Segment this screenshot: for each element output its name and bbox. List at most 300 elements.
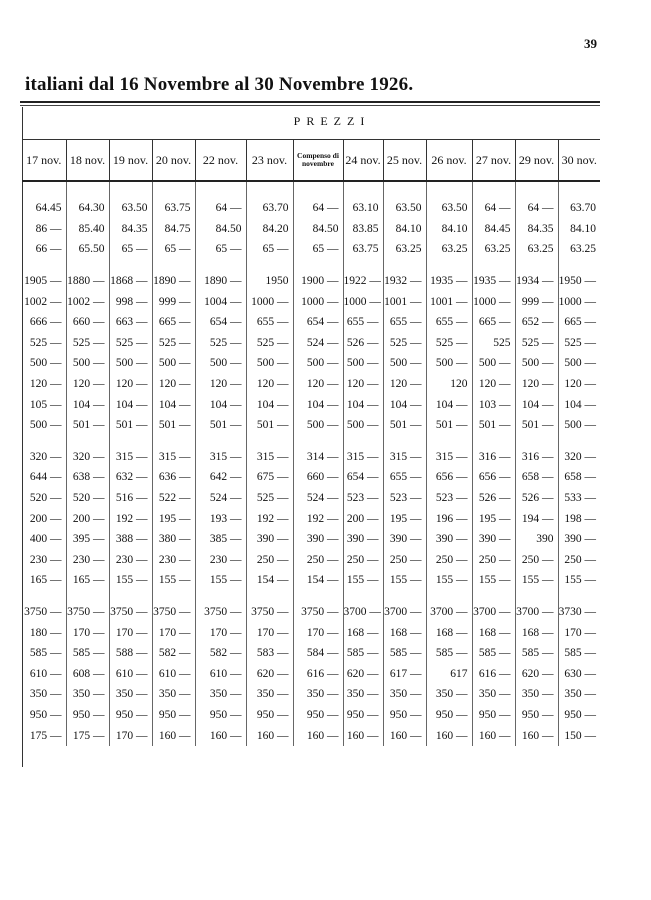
table-row bbox=[22, 550, 600, 571]
price-cell: 533 — bbox=[564, 492, 596, 505]
price-cell: 120 — bbox=[383, 374, 426, 395]
price-cell: 155 — bbox=[343, 570, 383, 591]
price-cell: 501 — bbox=[383, 415, 426, 436]
spacer-cell bbox=[195, 591, 246, 602]
price-cell: 388 — bbox=[109, 529, 152, 550]
price-cell: 950 — bbox=[564, 708, 596, 721]
price-cell: 501 — bbox=[66, 415, 109, 436]
table-row bbox=[22, 312, 600, 333]
price-cell: 350 — bbox=[293, 684, 343, 705]
spacer-cell bbox=[472, 260, 515, 271]
price-cell: 1905 — bbox=[22, 271, 66, 292]
table-row bbox=[22, 291, 600, 312]
price-cell: 950 — bbox=[66, 705, 109, 726]
price-cell: 500 — bbox=[22, 353, 66, 374]
price-cell: 168 — bbox=[472, 622, 515, 643]
price-cell: 585 — bbox=[22, 643, 66, 664]
price-cell: 520 — bbox=[22, 488, 66, 509]
price-cell: 500 — bbox=[293, 353, 343, 374]
price-cell: 230 — bbox=[66, 550, 109, 571]
price-cell: 526 — bbox=[343, 333, 383, 354]
table-row bbox=[22, 374, 600, 395]
price-cell: 660 — bbox=[66, 312, 109, 333]
spacer-cell bbox=[246, 436, 293, 447]
price-cell: 1935 — bbox=[426, 271, 472, 292]
spacer-cell bbox=[293, 181, 343, 198]
price-cell: 250 — bbox=[472, 550, 515, 571]
price-table bbox=[22, 139, 600, 746]
price-cell: 104 — bbox=[383, 394, 426, 415]
price-cell: 65 — bbox=[152, 239, 195, 260]
price-cell: 180 — bbox=[22, 622, 66, 643]
price-cell: 160 — bbox=[195, 725, 246, 746]
price-cell: 168 — bbox=[426, 622, 472, 643]
price-cell: 104 — bbox=[515, 394, 558, 415]
price-cell: 65 — bbox=[293, 239, 343, 260]
column-header: 22 nov. bbox=[195, 140, 246, 182]
price-cell: 200 — bbox=[22, 508, 66, 529]
spacer-cell bbox=[152, 436, 195, 447]
price-cell: 390 — bbox=[293, 529, 343, 550]
price-cell: 998 — bbox=[109, 291, 152, 312]
price-cell: 350 — bbox=[383, 684, 426, 705]
price-cell: 315 — bbox=[195, 447, 246, 468]
spacer-cell bbox=[426, 436, 472, 447]
table-row bbox=[22, 447, 600, 468]
price-cell: 154 — bbox=[246, 570, 293, 591]
price-cell: 610 — bbox=[195, 663, 246, 684]
price-cell: 63.25 bbox=[426, 239, 472, 260]
spacer-cell bbox=[426, 181, 472, 198]
column-header: 29 nov. bbox=[515, 140, 558, 182]
price-cell: 230 — bbox=[109, 550, 152, 571]
price-cell: 104 — bbox=[343, 394, 383, 415]
spacer-cell bbox=[195, 260, 246, 271]
price-cell: 120 — bbox=[472, 374, 515, 395]
price-cell: 3750 — bbox=[109, 602, 152, 623]
price-cell: 1932 — bbox=[383, 271, 426, 292]
price-cell: 610 — bbox=[109, 663, 152, 684]
price-cell: 315 — bbox=[426, 447, 472, 468]
price-cell: 525 — bbox=[152, 333, 195, 354]
price-cell: 65 — bbox=[109, 239, 152, 260]
spacer-cell bbox=[22, 181, 66, 198]
price-cell: 525 — bbox=[383, 333, 426, 354]
price-cell: 168 — bbox=[515, 622, 558, 643]
price-cell: 525 — bbox=[109, 333, 152, 354]
price-cell: 524 — bbox=[293, 488, 343, 509]
spacer-cell bbox=[66, 260, 109, 271]
price-cell: 390 — bbox=[246, 529, 293, 550]
price-cell: 250 — bbox=[564, 553, 596, 566]
price-cell: 150 — bbox=[564, 729, 596, 742]
spacer-cell bbox=[343, 591, 383, 602]
price-cell: 3700 — bbox=[515, 602, 558, 623]
price-cell: 620 — bbox=[246, 663, 293, 684]
price-cell: 120 — bbox=[152, 374, 195, 395]
price-cell: 350 — bbox=[426, 684, 472, 705]
price-cell: 170 — bbox=[564, 626, 596, 639]
price-cell: 63.70 bbox=[570, 202, 596, 215]
price-cell: 583 — bbox=[246, 643, 293, 664]
price-cell: 192 — bbox=[109, 508, 152, 529]
price-cell: 84.45 bbox=[472, 219, 515, 240]
price-cell: 65 — bbox=[195, 239, 246, 260]
price-cell: 316 — bbox=[472, 447, 515, 468]
price-cell: 315 — bbox=[246, 447, 293, 468]
price-cell: 616 — bbox=[472, 663, 515, 684]
price-cell: 525 — bbox=[515, 333, 558, 354]
price-cell: 84.20 bbox=[246, 219, 293, 240]
price-cell: 585 — bbox=[66, 643, 109, 664]
spacer-cell bbox=[383, 436, 426, 447]
price-cell: 525 — bbox=[246, 488, 293, 509]
price-cell: 520 — bbox=[66, 488, 109, 509]
price-cell: 250 — bbox=[515, 550, 558, 571]
price-cell: 170 — bbox=[246, 622, 293, 643]
price-cell: 155 — bbox=[515, 570, 558, 591]
price-cell: 1000 — bbox=[246, 291, 293, 312]
price-cell: 120 — bbox=[66, 374, 109, 395]
price-cell: 1922 — bbox=[343, 271, 383, 292]
price-cell: 585 — bbox=[426, 643, 472, 664]
price-cell: 120 — bbox=[109, 374, 152, 395]
price-cell: 652 — bbox=[515, 312, 558, 333]
price-cell: 636 — bbox=[152, 467, 195, 488]
spacer-cell bbox=[195, 436, 246, 447]
price-cell: 63.70 bbox=[246, 198, 293, 219]
price-cell: 170 — bbox=[195, 622, 246, 643]
price-cell: 64 — bbox=[293, 198, 343, 219]
price-cell: 585 — bbox=[515, 643, 558, 664]
price-cell: 160 — bbox=[472, 725, 515, 746]
price-cell: 522 — bbox=[152, 488, 195, 509]
price-cell: 64 — bbox=[515, 198, 558, 219]
page-title: italiani dal 16 Novembre al 30 Novembre 1926. bbox=[25, 74, 414, 95]
price-cell: 1001 — bbox=[426, 291, 472, 312]
price-cell: 654 — bbox=[293, 312, 343, 333]
spacer-cell bbox=[22, 436, 66, 447]
table-row bbox=[22, 488, 600, 509]
price-cell: 999 — bbox=[515, 291, 558, 312]
price-cell: 65 — bbox=[246, 239, 293, 260]
price-cell: 500 — bbox=[343, 415, 383, 436]
table-row bbox=[22, 219, 600, 240]
price-cell: 525 — bbox=[426, 333, 472, 354]
price-cell: 192 — bbox=[293, 508, 343, 529]
price-cell: 170 — bbox=[109, 725, 152, 746]
price-cell: 655 — bbox=[246, 312, 293, 333]
price-cell: 195 — bbox=[472, 508, 515, 529]
price-cell: 104 — bbox=[564, 398, 596, 411]
price-cell: 315 — bbox=[109, 447, 152, 468]
spacer-cell bbox=[66, 181, 109, 198]
price-cell: 500 — bbox=[343, 353, 383, 374]
price-cell: 500 — bbox=[515, 353, 558, 374]
price-cell: 1001 — bbox=[383, 291, 426, 312]
price-cell: 524 — bbox=[293, 333, 343, 354]
table-row bbox=[22, 508, 600, 529]
table-row bbox=[22, 705, 600, 726]
price-cell: 350 — bbox=[109, 684, 152, 705]
price-cell: 390 — bbox=[564, 533, 596, 546]
price-cell: 620 — bbox=[515, 663, 558, 684]
price-cell: 500 — bbox=[152, 353, 195, 374]
price-cell: 200 — bbox=[66, 508, 109, 529]
price-cell: 525 — bbox=[246, 333, 293, 354]
column-header: 17 nov. bbox=[22, 140, 66, 182]
price-cell: 63.75 bbox=[343, 239, 383, 260]
spacer-cell bbox=[109, 260, 152, 271]
price-cell: 192 — bbox=[246, 508, 293, 529]
spacer-cell bbox=[472, 591, 515, 602]
spacer-cell bbox=[66, 591, 109, 602]
spacer-cell bbox=[246, 181, 293, 198]
price-cell: 390 — bbox=[343, 529, 383, 550]
price-cell: 250 — bbox=[343, 550, 383, 571]
price-cell: 63.10 bbox=[343, 198, 383, 219]
price-cell: 385 — bbox=[195, 529, 246, 550]
column-header: Compenso di novembre bbox=[293, 140, 343, 182]
price-cell: 3700 — bbox=[343, 602, 383, 623]
price-cell: 165 — bbox=[22, 570, 66, 591]
price-cell: 1900 — bbox=[293, 271, 343, 292]
table-row bbox=[22, 239, 600, 260]
price-cell: 3750 — bbox=[246, 602, 293, 623]
price-cell: 950 — bbox=[22, 705, 66, 726]
table-row bbox=[22, 725, 600, 746]
price-cell: 193 — bbox=[195, 508, 246, 529]
price-cell: 155 — bbox=[109, 570, 152, 591]
price-cell: 610 — bbox=[152, 663, 195, 684]
price-cell: 654 — bbox=[195, 312, 246, 333]
price-cell: 160 — bbox=[515, 725, 558, 746]
price-cell: 170 — bbox=[293, 622, 343, 643]
price-cell: 86 — bbox=[22, 219, 66, 240]
table-row bbox=[22, 643, 600, 664]
table-row bbox=[22, 271, 600, 292]
section-header-prezzi: PREZZI bbox=[293, 114, 371, 128]
price-cell: 1868 — bbox=[109, 271, 152, 292]
price-cell: 630 — bbox=[564, 667, 596, 680]
price-cell: 84.10 bbox=[426, 219, 472, 240]
column-header: 23 nov. bbox=[246, 140, 293, 182]
spacer-cell bbox=[558, 436, 600, 447]
price-cell: 155 — bbox=[152, 570, 195, 591]
spacer-cell bbox=[22, 260, 66, 271]
price-cell: 315 — bbox=[383, 447, 426, 468]
price-cell: 104 — bbox=[195, 394, 246, 415]
table-row bbox=[22, 602, 600, 623]
price-cell: 168 — bbox=[383, 622, 426, 643]
price-cell: 196 — bbox=[426, 508, 472, 529]
price-cell: 63.50 bbox=[383, 198, 426, 219]
price-cell: 526 — bbox=[515, 488, 558, 509]
table-header-row bbox=[22, 140, 600, 182]
price-cell: 175 — bbox=[66, 725, 109, 746]
price-cell: 390 bbox=[515, 529, 558, 550]
price-cell: 84.35 bbox=[109, 219, 152, 240]
price-cell: 523 — bbox=[343, 488, 383, 509]
price-cell: 1000 — bbox=[343, 291, 383, 312]
price-cell: 610 — bbox=[22, 663, 66, 684]
price-cell: 316 — bbox=[515, 447, 558, 468]
price-cell: 350 — bbox=[195, 684, 246, 705]
price-cell: 165 — bbox=[66, 570, 109, 591]
column-header: 26 nov. bbox=[426, 140, 472, 182]
price-cell: 104 — bbox=[426, 394, 472, 415]
table-row bbox=[22, 467, 600, 488]
spacer-cell bbox=[426, 260, 472, 271]
table-row bbox=[22, 570, 600, 591]
price-cell: 644 — bbox=[22, 467, 66, 488]
price-cell: 390 — bbox=[383, 529, 426, 550]
page-number: 39 bbox=[584, 36, 597, 51]
price-cell: 250 — bbox=[426, 550, 472, 571]
price-cell: 950 — bbox=[109, 705, 152, 726]
price-cell: 617 — bbox=[383, 663, 426, 684]
price-cell: 320 — bbox=[564, 450, 596, 463]
price-cell: 160 — bbox=[343, 725, 383, 746]
price-cell: 582 — bbox=[195, 643, 246, 664]
price-cell: 63.25 bbox=[570, 243, 596, 256]
price-cell: 1002 — bbox=[22, 291, 66, 312]
price-cell: 160 — bbox=[426, 725, 472, 746]
column-header: 27 nov. bbox=[472, 140, 515, 182]
spacer-cell bbox=[293, 591, 343, 602]
price-cell: 400 — bbox=[22, 529, 66, 550]
spacer-cell bbox=[109, 591, 152, 602]
price-cell: 524 — bbox=[195, 488, 246, 509]
price-cell: 500 — bbox=[109, 353, 152, 374]
group-spacer bbox=[22, 591, 600, 602]
price-cell: 500 — bbox=[66, 353, 109, 374]
price-cell: 104 — bbox=[246, 394, 293, 415]
price-cell: 155 — bbox=[426, 570, 472, 591]
price-cell: 83.85 bbox=[343, 219, 383, 240]
spacer-cell bbox=[152, 260, 195, 271]
price-cell: 250 — bbox=[383, 550, 426, 571]
spacer-cell bbox=[515, 181, 558, 198]
price-cell: 523 — bbox=[383, 488, 426, 509]
price-cell: 64.45 bbox=[22, 198, 66, 219]
price-cell: 585 — bbox=[564, 647, 596, 660]
price-cell: 350 — bbox=[343, 684, 383, 705]
price-cell: 170 — bbox=[152, 622, 195, 643]
price-cell: 500 — bbox=[426, 353, 472, 374]
spacer-cell bbox=[515, 436, 558, 447]
price-cell: 501 — bbox=[152, 415, 195, 436]
price-cell: 315 — bbox=[343, 447, 383, 468]
price-cell: 655 — bbox=[343, 312, 383, 333]
price-cell: 350 — bbox=[515, 684, 558, 705]
price-cell: 665 — bbox=[472, 312, 515, 333]
spacer-cell bbox=[383, 260, 426, 271]
table-row bbox=[22, 529, 600, 550]
spacer-cell bbox=[293, 260, 343, 271]
spacer-cell bbox=[383, 591, 426, 602]
price-cell: 104 — bbox=[109, 394, 152, 415]
price-cell: 658 — bbox=[515, 467, 558, 488]
price-cell: 950 — bbox=[426, 705, 472, 726]
price-cell: 632 — bbox=[109, 467, 152, 488]
price-cell: 500 — bbox=[293, 415, 343, 436]
price-cell: 350 — bbox=[246, 684, 293, 705]
group-spacer bbox=[22, 436, 600, 447]
price-cell: 950 — bbox=[195, 705, 246, 726]
spacer-cell bbox=[246, 591, 293, 602]
price-cell: 320 — bbox=[66, 447, 109, 468]
spacer-cell bbox=[343, 181, 383, 198]
price-cell: 314 — bbox=[293, 447, 343, 468]
spacer-cell bbox=[195, 181, 246, 198]
spacer-cell bbox=[293, 436, 343, 447]
price-cell: 3700 — bbox=[426, 602, 472, 623]
price-cell: 665 — bbox=[152, 312, 195, 333]
table-body bbox=[22, 181, 600, 746]
table-row bbox=[22, 198, 600, 219]
price-cell: 656 — bbox=[472, 467, 515, 488]
price-cell: 198 — bbox=[564, 512, 596, 525]
price-cell: 617 bbox=[426, 663, 472, 684]
price-cell: 950 — bbox=[383, 705, 426, 726]
spacer-cell bbox=[246, 260, 293, 271]
price-cell: 663 — bbox=[109, 312, 152, 333]
price-cell: 501 — bbox=[109, 415, 152, 436]
spacer-cell bbox=[152, 181, 195, 198]
table-row bbox=[22, 622, 600, 643]
price-cell: 950 — bbox=[472, 705, 515, 726]
spacer-cell bbox=[426, 591, 472, 602]
price-cell: 63.75 bbox=[152, 198, 195, 219]
price-cell: 250 — bbox=[246, 550, 293, 571]
price-cell: 501 — bbox=[472, 415, 515, 436]
table-row bbox=[22, 394, 600, 415]
price-cell: 230 — bbox=[152, 550, 195, 571]
price-cell: 160 — bbox=[152, 725, 195, 746]
price-cell: 63.25 bbox=[515, 239, 558, 260]
price-cell: 584 — bbox=[293, 643, 343, 664]
price-cell: 66 — bbox=[22, 239, 66, 260]
group-spacer bbox=[22, 260, 600, 271]
price-cell: 120 — bbox=[246, 374, 293, 395]
price-cell: 655 — bbox=[383, 312, 426, 333]
column-header: 30 nov. bbox=[558, 140, 600, 182]
table-row bbox=[22, 415, 600, 436]
price-cell: 501 — bbox=[426, 415, 472, 436]
price-cell: 999 — bbox=[152, 291, 195, 312]
price-cell: 350 — bbox=[22, 684, 66, 705]
price-cell: 170 — bbox=[66, 622, 109, 643]
column-header: 19 nov. bbox=[109, 140, 152, 182]
price-cell: 525 — bbox=[66, 333, 109, 354]
price-cell: 160 — bbox=[383, 725, 426, 746]
price-cell: 655 — bbox=[383, 467, 426, 488]
price-cell: 500 — bbox=[564, 357, 596, 370]
price-cell: 155 — bbox=[564, 574, 596, 587]
price-cell: 84.50 bbox=[195, 219, 246, 240]
price-cell: 500 — bbox=[472, 353, 515, 374]
price-cell: 655 — bbox=[426, 312, 472, 333]
price-cell: 155 — bbox=[383, 570, 426, 591]
price-cell: 523 — bbox=[426, 488, 472, 509]
spacer-cell bbox=[343, 260, 383, 271]
price-cell: 120 — bbox=[195, 374, 246, 395]
price-cell: 525 bbox=[472, 333, 515, 354]
price-cell: 103 — bbox=[472, 394, 515, 415]
price-cell: 1890 — bbox=[152, 271, 195, 292]
price-cell: 950 — bbox=[515, 705, 558, 726]
